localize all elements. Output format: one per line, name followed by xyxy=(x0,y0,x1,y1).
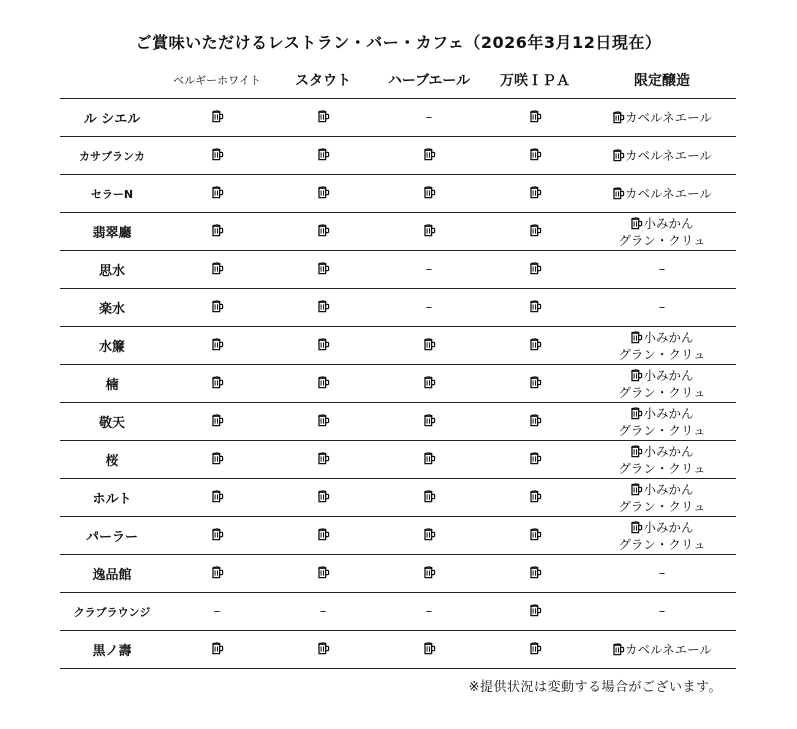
availability-cell xyxy=(164,441,270,479)
table-row xyxy=(60,403,736,441)
availability-cell xyxy=(164,251,270,289)
availability-cell xyxy=(270,327,376,365)
table-row xyxy=(60,99,736,137)
beer-mug-icon xyxy=(211,300,224,313)
beer-mug-icon xyxy=(529,490,542,503)
beer-mug-icon xyxy=(423,224,436,237)
beer-mug-icon xyxy=(529,262,542,275)
availability-cell xyxy=(164,593,270,631)
limited-beer-name: カベルネエール xyxy=(625,110,712,125)
availability-cell xyxy=(482,175,588,213)
venue-name: 敬天 xyxy=(60,403,164,441)
availability-cell xyxy=(376,403,482,441)
limited-beer-name: カベルネエール xyxy=(625,642,712,657)
table-row xyxy=(60,175,736,213)
beer-mug-icon xyxy=(211,224,224,237)
beer-mug-icon xyxy=(423,642,436,655)
beer-mug-icon xyxy=(317,300,330,313)
beer-mug-icon xyxy=(529,642,542,655)
limited-cell xyxy=(588,289,736,327)
limited-beer-name: 小みかん xyxy=(643,329,694,345)
venue-name: 思水 xyxy=(60,251,164,289)
table-row xyxy=(60,593,736,631)
table-row xyxy=(60,441,736,479)
venue-name: セラーN xyxy=(60,175,164,213)
venue-name: パーラー xyxy=(60,517,164,555)
availability-cell xyxy=(376,99,482,137)
availability-cell xyxy=(482,137,588,175)
beer-mug-icon xyxy=(317,376,330,389)
beer-mug-icon xyxy=(317,224,330,237)
beer-mug-icon xyxy=(317,262,330,275)
limited-cell xyxy=(588,479,736,517)
table-row xyxy=(60,631,736,669)
beer-mug-icon xyxy=(630,369,643,382)
availability-cell xyxy=(482,99,588,137)
beer-mug-icon xyxy=(317,148,330,161)
unavailable-dash: – xyxy=(425,604,433,619)
availability-cell xyxy=(164,479,270,517)
availability-cell xyxy=(270,175,376,213)
beer-mug-icon xyxy=(317,452,330,465)
limited-beer-name: 小みかん xyxy=(643,215,694,231)
availability-cell xyxy=(482,631,588,669)
availability-cell xyxy=(270,555,376,593)
beer-mug-icon xyxy=(529,338,542,351)
header-corner xyxy=(60,62,164,99)
availability-cell xyxy=(270,289,376,327)
availability-cell xyxy=(164,365,270,403)
availability-cell xyxy=(376,327,482,365)
limited-beer-name-line2: グラン・クリュ xyxy=(618,422,706,438)
beer-mug-icon xyxy=(630,521,643,534)
venue-name: 水簾 xyxy=(60,327,164,365)
limited-cell xyxy=(588,251,736,289)
beer-mug-icon xyxy=(423,186,436,199)
venue-name: 桜 xyxy=(60,441,164,479)
availability-cell xyxy=(376,213,482,251)
table-header-row xyxy=(60,62,736,99)
unavailable-dash: – xyxy=(319,604,327,619)
availability-cell xyxy=(376,593,482,631)
table-row xyxy=(60,479,736,517)
availability-cell xyxy=(270,99,376,137)
beer-mug-icon xyxy=(630,483,643,496)
availability-cell xyxy=(376,289,482,327)
limited-cell xyxy=(588,593,736,631)
footnote: ※提供状況は変動する場合がございます。 xyxy=(468,680,722,695)
availability-cell xyxy=(164,137,270,175)
availability-cell xyxy=(482,555,588,593)
beer-mug-icon xyxy=(317,338,330,351)
column-header: ベルギーホワイト xyxy=(164,62,270,99)
beer-mug-icon xyxy=(211,186,224,199)
venue-name: 翡翠廳 xyxy=(60,213,164,251)
limited-cell xyxy=(588,175,736,213)
limited-cell xyxy=(588,137,736,175)
column-header: ハーブエール xyxy=(376,62,482,99)
beer-mug-icon xyxy=(630,445,643,458)
availability-cell xyxy=(270,441,376,479)
availability-cell xyxy=(164,631,270,669)
unavailable-dash: – xyxy=(658,566,666,581)
venue-name: 黒ノ壽 xyxy=(60,631,164,669)
beer-mug-icon xyxy=(211,110,224,123)
beer-mug-icon xyxy=(211,376,224,389)
availability-cell xyxy=(270,479,376,517)
beer-mug-icon xyxy=(317,110,330,123)
limited-cell xyxy=(588,517,736,555)
availability-cell xyxy=(164,517,270,555)
availability-cell xyxy=(376,517,482,555)
limited-cell xyxy=(588,403,736,441)
beer-mug-icon xyxy=(317,566,330,579)
beer-mug-icon xyxy=(630,331,643,344)
beer-mug-icon xyxy=(529,414,542,427)
limited-cell xyxy=(588,327,736,365)
unavailable-dash: – xyxy=(658,262,666,277)
beer-mug-icon xyxy=(423,376,436,389)
beer-mug-icon xyxy=(612,111,625,124)
unavailable-dash: – xyxy=(658,604,666,619)
availability-cell xyxy=(376,175,482,213)
availability-cell xyxy=(482,517,588,555)
beer-mug-icon xyxy=(630,217,643,230)
table-row xyxy=(60,555,736,593)
beer-mug-icon xyxy=(211,414,224,427)
unavailable-dash: – xyxy=(425,110,433,125)
beer-mug-icon xyxy=(529,186,542,199)
beer-mug-icon xyxy=(529,148,542,161)
beer-mug-icon xyxy=(423,566,436,579)
availability-cell xyxy=(164,555,270,593)
availability-cell xyxy=(270,403,376,441)
beer-mug-icon xyxy=(423,148,436,161)
availability-cell xyxy=(270,251,376,289)
page-title: ご賞味いただけるレストラン・バー・カフェ（2026年3月12日現在） xyxy=(135,33,662,52)
unavailable-dash: – xyxy=(658,300,666,315)
table-row xyxy=(60,365,736,403)
limited-beer-name-line2: グラン・クリュ xyxy=(618,536,706,552)
beer-mug-icon xyxy=(423,490,436,503)
limited-cell xyxy=(588,213,736,251)
column-header: 限定醸造 xyxy=(588,62,736,99)
column-header: スタウト xyxy=(270,62,376,99)
beer-mug-icon xyxy=(211,452,224,465)
limited-beer-name-line2: グラン・クリュ xyxy=(618,460,706,476)
limited-cell xyxy=(588,441,736,479)
availability-cell xyxy=(482,441,588,479)
availability-cell xyxy=(482,403,588,441)
beer-mug-icon xyxy=(211,490,224,503)
beer-mug-icon xyxy=(529,224,542,237)
limited-beer-name: 小みかん xyxy=(643,519,694,535)
unavailable-dash: – xyxy=(213,604,221,619)
availability-cell xyxy=(376,251,482,289)
beer-mug-icon xyxy=(317,414,330,427)
availability-cell xyxy=(376,441,482,479)
beer-mug-icon xyxy=(529,376,542,389)
availability-cell xyxy=(270,631,376,669)
table-row xyxy=(60,251,736,289)
availability-cell xyxy=(376,479,482,517)
availability-cell xyxy=(164,289,270,327)
availability-cell xyxy=(270,213,376,251)
availability-cell xyxy=(376,555,482,593)
availability-cell xyxy=(164,175,270,213)
beer-mug-icon xyxy=(529,604,542,617)
venue-name: 楠 xyxy=(60,365,164,403)
beer-mug-icon xyxy=(423,452,436,465)
limited-beer-name: カベルネエール xyxy=(625,148,712,163)
availability-cell xyxy=(482,479,588,517)
availability-cell xyxy=(376,137,482,175)
availability-cell xyxy=(482,213,588,251)
beer-mug-icon xyxy=(317,528,330,541)
availability-cell xyxy=(270,517,376,555)
availability-cell xyxy=(164,99,270,137)
availability-cell xyxy=(482,251,588,289)
limited-cell xyxy=(588,99,736,137)
table-row xyxy=(60,289,736,327)
limited-beer-name-line2: グラン・クリュ xyxy=(618,384,706,400)
beer-mug-icon xyxy=(211,262,224,275)
beer-mug-icon xyxy=(211,338,224,351)
beer-mug-icon xyxy=(317,186,330,199)
beer-mug-icon xyxy=(612,149,625,162)
beer-mug-icon xyxy=(423,414,436,427)
limited-beer-name: 小みかん xyxy=(643,367,694,383)
column-header: 万咲ＩＰＡ xyxy=(482,62,588,99)
limited-beer-name: 小みかん xyxy=(643,481,694,497)
table-row xyxy=(60,517,736,555)
limited-beer-name: 小みかん xyxy=(643,405,694,421)
limited-beer-name-line2: グラン・クリュ xyxy=(618,232,706,248)
limited-beer-name-line2: グラン・クリュ xyxy=(618,498,706,514)
beer-mug-icon xyxy=(211,148,224,161)
beer-mug-icon xyxy=(630,407,643,420)
beer-mug-icon xyxy=(317,642,330,655)
limited-cell xyxy=(588,555,736,593)
unavailable-dash: – xyxy=(425,300,433,315)
beer-mug-icon xyxy=(423,528,436,541)
beer-mug-icon xyxy=(529,528,542,541)
beer-mug-icon xyxy=(211,566,224,579)
limited-cell xyxy=(588,365,736,403)
beer-mug-icon xyxy=(529,452,542,465)
table-row xyxy=(60,213,736,251)
venue-name: カサブランカ xyxy=(60,137,164,175)
beer-mug-icon xyxy=(612,187,625,200)
limited-beer-name: 小みかん xyxy=(643,443,694,459)
venue-name: 逸品館 xyxy=(60,555,164,593)
table-row xyxy=(60,137,736,175)
limited-beer-name-line2: グラン・クリュ xyxy=(618,346,706,362)
venue-name: 楽水 xyxy=(60,289,164,327)
availability-cell xyxy=(270,137,376,175)
availability-cell xyxy=(164,327,270,365)
availability-cell xyxy=(376,365,482,403)
beer-mug-icon xyxy=(529,300,542,313)
availability-cell xyxy=(482,327,588,365)
beer-mug-icon xyxy=(317,490,330,503)
availability-cell xyxy=(164,213,270,251)
venue-name: ホルト xyxy=(60,479,164,517)
availability-cell xyxy=(376,631,482,669)
availability-table xyxy=(60,62,736,669)
table-row xyxy=(60,327,736,365)
limited-beer-name: カベルネエール xyxy=(625,186,712,201)
availability-cell xyxy=(482,289,588,327)
beer-mug-icon xyxy=(529,566,542,579)
availability-cell xyxy=(270,593,376,631)
limited-cell xyxy=(588,631,736,669)
beer-mug-icon xyxy=(529,110,542,123)
beer-mug-icon xyxy=(211,642,224,655)
beer-mug-icon xyxy=(211,528,224,541)
unavailable-dash: – xyxy=(425,262,433,277)
beer-mug-icon xyxy=(423,338,436,351)
venue-name: ル シエル xyxy=(60,99,164,137)
beer-mug-icon xyxy=(612,643,625,656)
venue-name: クラブラウンジ xyxy=(60,593,164,631)
availability-cell xyxy=(164,403,270,441)
availability-cell xyxy=(482,365,588,403)
availability-cell xyxy=(270,365,376,403)
availability-cell xyxy=(482,593,588,631)
